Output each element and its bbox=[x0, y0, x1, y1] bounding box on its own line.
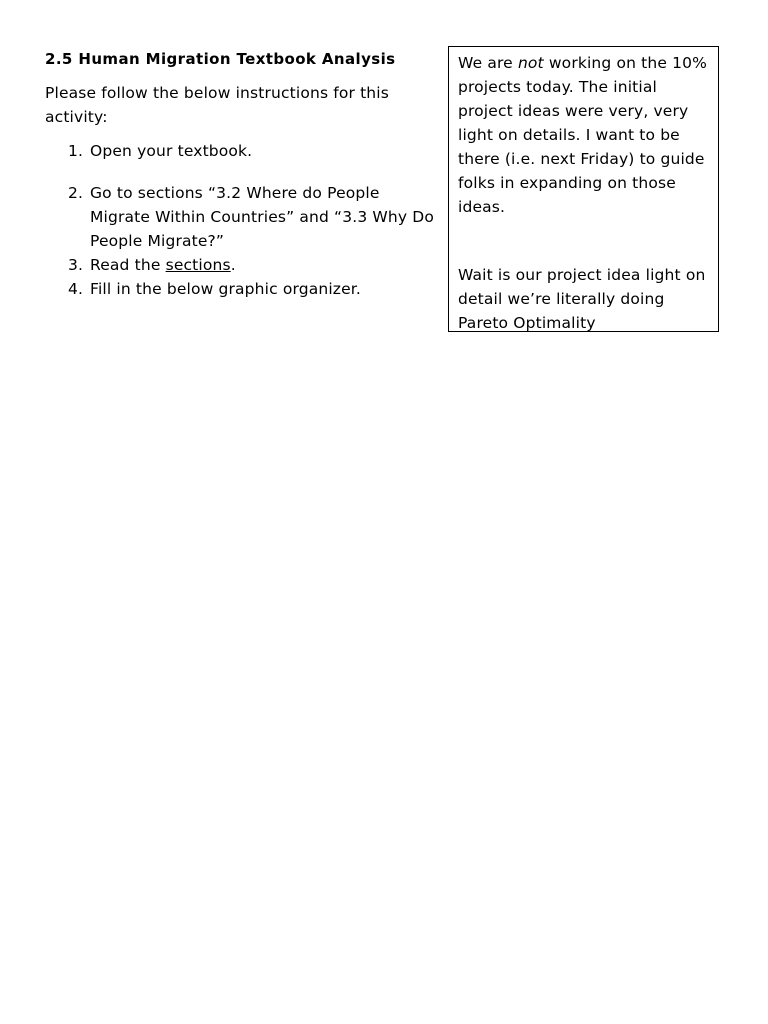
instructions-intro: Please follow the below instructions for this activity: bbox=[45, 84, 389, 126]
sections-underlined-word: sections bbox=[165, 256, 231, 274]
comment-text-start: We are bbox=[458, 54, 518, 72]
comment-emphasis: not bbox=[517, 54, 544, 72]
list-item-number: 2. bbox=[68, 184, 84, 202]
list-item-text-suffix: . bbox=[230, 256, 236, 274]
list-item-number: 4. bbox=[68, 280, 84, 298]
list-item-text-prefix: Read the bbox=[90, 256, 166, 274]
list-item-text: Fill in the below graphic organizer. bbox=[90, 280, 361, 298]
comment-box bbox=[448, 46, 719, 332]
page-title: 2.5 Human Migration Textbook Analysis bbox=[45, 50, 396, 68]
list-item bbox=[45, 277, 440, 301]
list-item bbox=[45, 139, 440, 163]
comment-text-rest: working on the 10% projects today. The initial project ideas were very, very light on details. I want to be there (i.e. next Friday) to guide folks in expanding on those ideas. bbox=[458, 54, 708, 216]
list-item-number: 3. bbox=[68, 256, 84, 274]
comment-paragraph-2: Wait is our project idea light on detail we’re literally doing Pareto Optimality bbox=[458, 266, 706, 332]
list-item-number: 1. bbox=[68, 142, 84, 160]
list-item-text: Go to sections “3.2 Where do People Migrate Within Countries” and “3.3 Why Do People Migrate?” bbox=[90, 184, 434, 250]
list-item bbox=[45, 181, 440, 253]
instruction-list bbox=[45, 139, 440, 301]
list-item-text: Open your textbook. bbox=[90, 142, 253, 160]
list-item bbox=[45, 253, 440, 277]
comment-paragraph-1 bbox=[458, 51, 708, 219]
